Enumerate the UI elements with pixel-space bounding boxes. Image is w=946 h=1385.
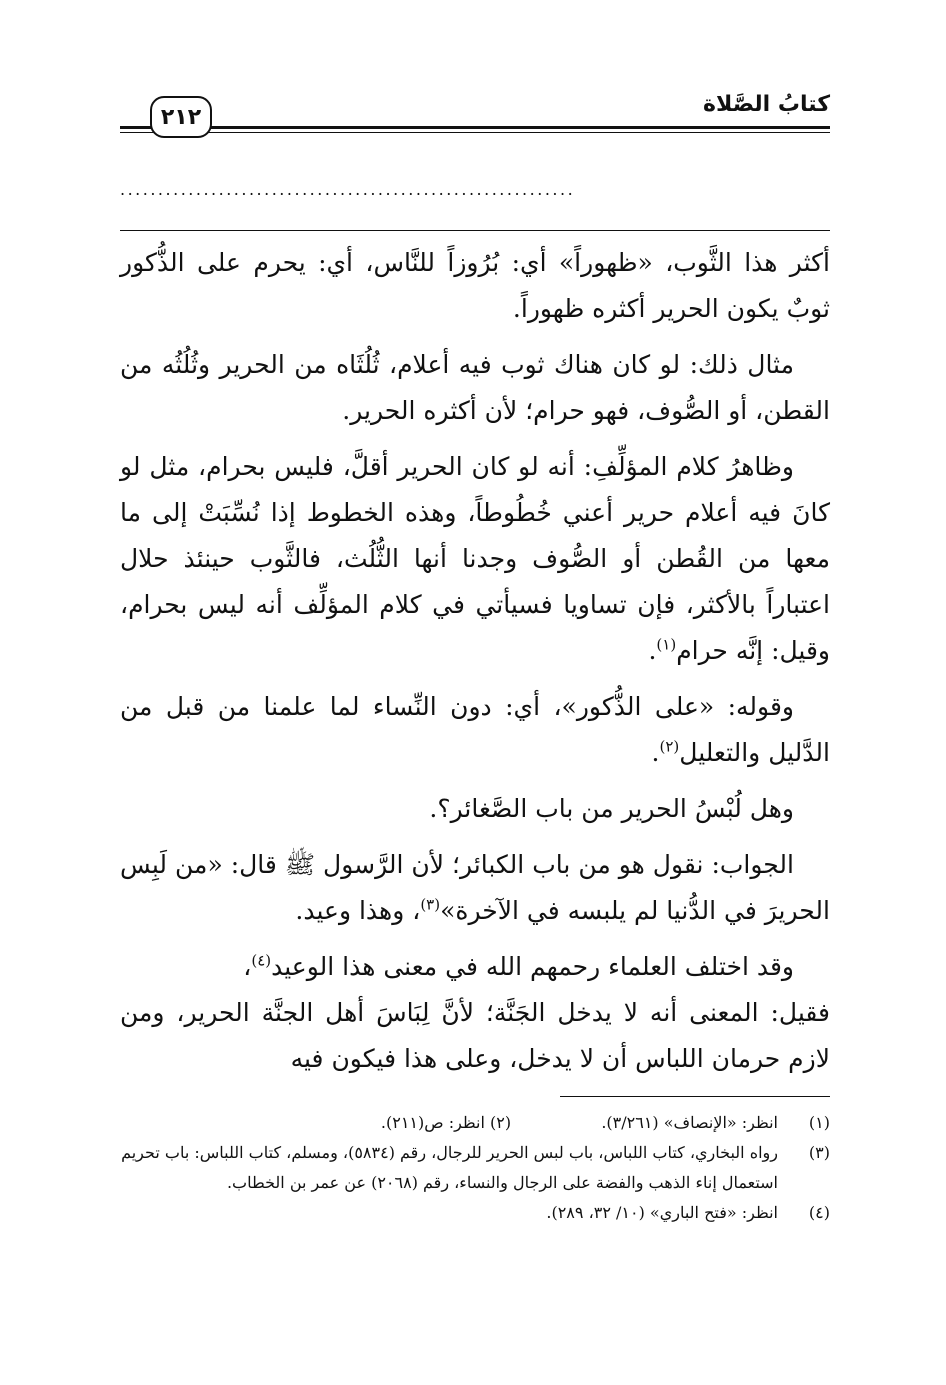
footnote: (١) انظر: «الإنصاف» (٣/٢٦١). (٢) انظر: ص(٢١١). (380, 1113, 830, 1132)
footnotes (120, 1108, 830, 1228)
footnote-ref: (٤) (251, 951, 272, 970)
paragraph: الجواب: نقول هو من باب الكبائر؛ لأن الرَّسول ﷺ قال: «من لَبِس الحريرَ في الدُّنيا لم يلبسه في الآخرة»$^{(٣)}$، وهذا وعيد. (120, 850, 830, 925)
content-top-rule (120, 230, 830, 231)
page-number: ٢١٢ (150, 96, 212, 138)
page-header (120, 86, 830, 160)
footnote-ref: (٣) (420, 895, 441, 914)
footnote-ref: (٢) (659, 737, 680, 756)
footnote-separator (560, 1096, 830, 1097)
paragraph: وظاهرُ كلام المؤلِّفِ: أنه لو كان الحرير أقلَّ، فليس بحرام، مثل لو كانَ فيه أعلام حرير أعني خُطُوطاً، وهذه الخطوط إذا نُسِّبَتْ إلى ما معها من القُطن أو الصُّوف وجدنا أنها الثُّلُث، فالثَّوب حينئذ حلال اعتباراً بالأكثر، فإن تساويا فسيأتي في كلام المؤلِّف أنه ليس بحرام، وقيل: إنَّه حرام$^{(١)}$. (120, 452, 830, 665)
footnote: (٣) رواه البخاري، كتاب اللباس، باب لبس الحرير للرجال، رقم (٥٨٣٤)، ومسلم، كتاب اللباس: باب تحريم استعمال إناء الذهب والفضة على الرجال والنساء، رقم (٢٠٦٨) عن عمر بن الخطاب. (121, 1143, 830, 1192)
paragraph: أكثر هذا الثَّوب، «ظهوراً» أي: بُرُوزاً للنَّاس، أي: يحرم على الذُّكور ثوبٌ يكون الحرير أكثره ظهوراً. (120, 248, 830, 323)
footnote: (٤) انظر: «فتح الباري» (١٠/ ٣٢، ٢٨٩). (546, 1203, 830, 1222)
paragraph: فقيل: المعنى أنه لا يدخل الجَنَّة؛ لأنَّ لِبَاسَ أهل الجنَّة الحرير، ومن لازم حرمان اللباس أن لا يدخل، وعلى هذا فيكون فيه (120, 998, 830, 1073)
paragraph: مثال ذلك: لو كان هناك ثوب فيه أعلام، ثُلُثَاه من الحرير وثُلُثُه من القطن، أو الصُّوف، فهو حرام؛ لأن أكثره الحرير. (120, 350, 830, 425)
paragraph: وهل لُبْسُ الحرير من باب الصَّغائر؟. (429, 794, 794, 823)
ellipsis-row: ............................................................ (120, 180, 576, 199)
paragraph: وقوله: «على الذُّكور»، أي: دون النِّساء لما علمنا من قبل من الدَّليل والتعليل$^{(٢)}$. (120, 692, 830, 767)
paragraph: وقد اختلف العلماء رحمهم الله في معنى هذا الوعيد$^{(٤)}$، (243, 951, 794, 981)
header-rule-thick (120, 126, 830, 129)
body-text (120, 240, 830, 1092)
book-title: كتابُ الصَّلاة (703, 92, 830, 117)
footnote-ref: (١) (656, 635, 677, 654)
header-rule-thin (120, 132, 830, 133)
